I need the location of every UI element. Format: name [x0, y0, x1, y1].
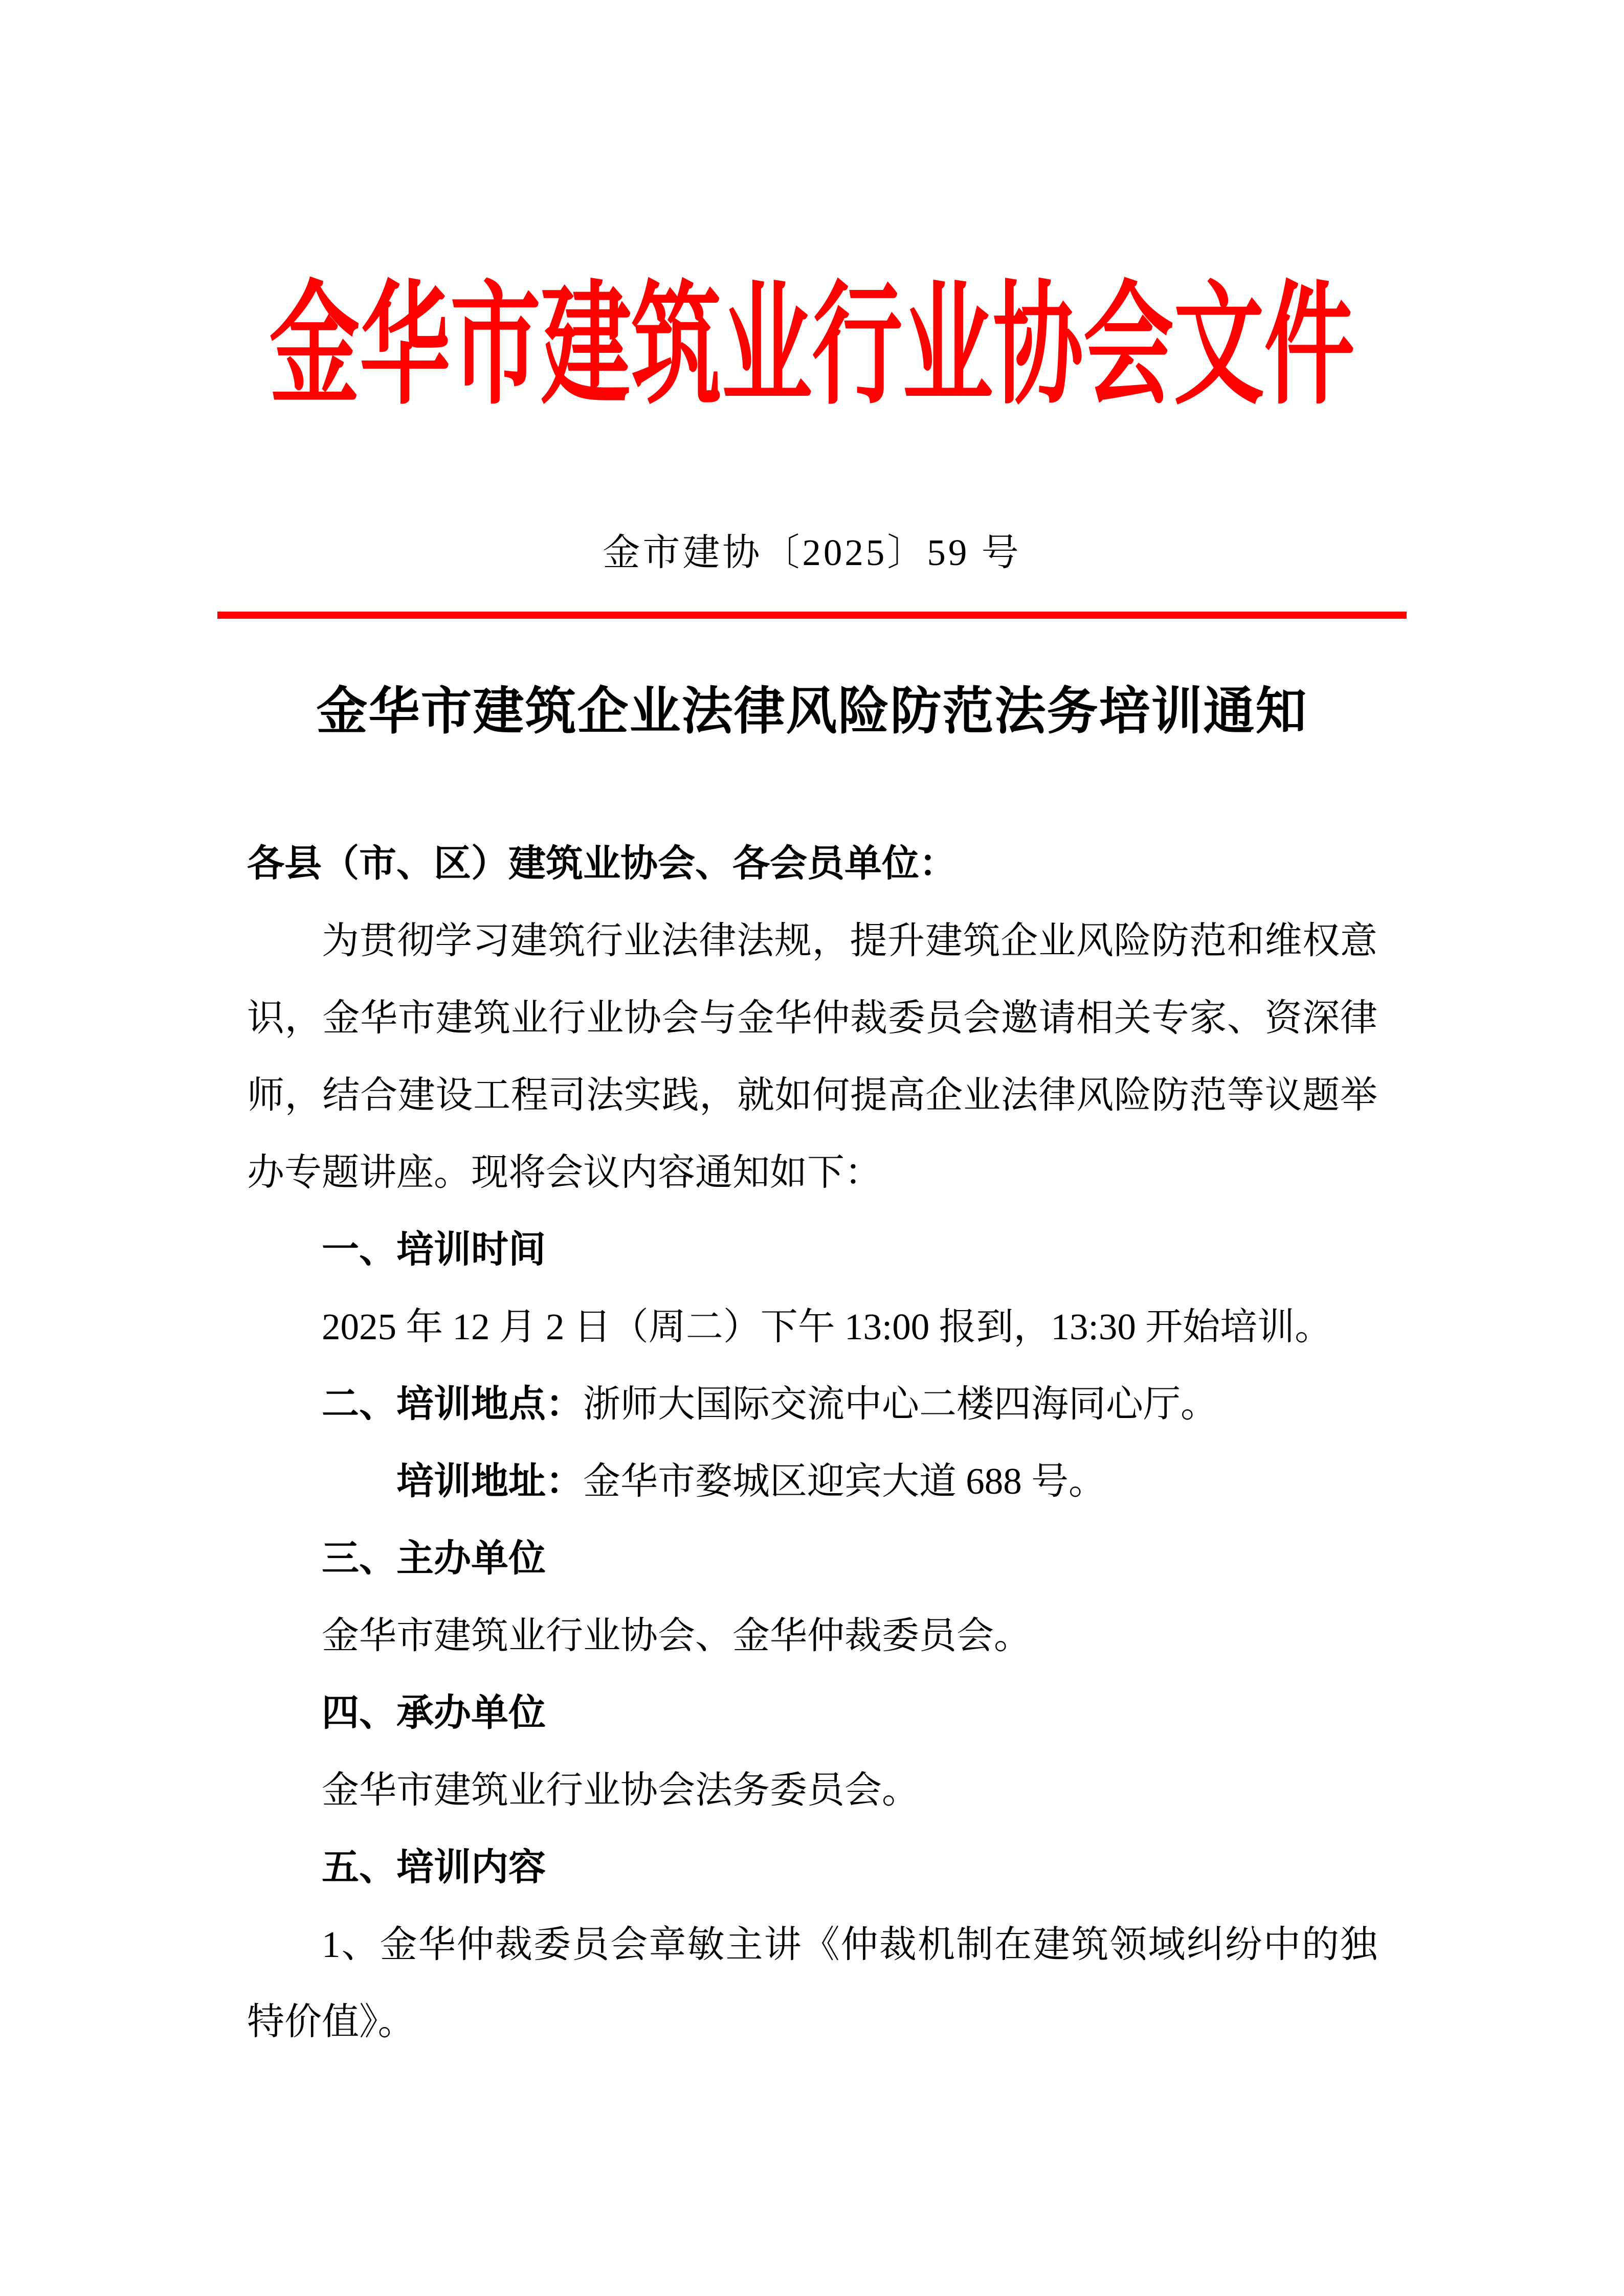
para1-line1: 为贯彻学习建筑行业法律法规，提升建筑企业风险防范和维权意 — [322, 920, 1377, 961]
salutation-line: 各县（市、区）建筑业协会、各会员单位： — [247, 843, 956, 884]
doc-number: 金市建协〔2025〕59 号 — [603, 532, 1021, 573]
section-3-heading: 三、主办单位 — [322, 1538, 546, 1579]
para1-line4: 办专题讲座。现将会议内容通知如下： — [247, 1152, 882, 1193]
section-2-address-line — [247, 1443, 1377, 1520]
org-header-title: 金华市建筑业行业协会文件 — [269, 273, 1355, 420]
section-5-heading: 五、培训内容 — [322, 1847, 546, 1888]
section-1-text: 2025 年 12 月 2 日（周二）下午 13:00 报到，13:30 开始培训。 — [322, 1306, 1332, 1347]
section-2-label: 二、培训地点： — [322, 1383, 583, 1425]
section-2-address-text: 金华市婺城区迎宾大道 688 号。 — [583, 1460, 1106, 1502]
doc-title: 金华市建筑企业法律风险防范法务培训通知 — [316, 683, 1308, 740]
section-2-text: 浙师大国际交流中心二楼四海同心厅。 — [583, 1383, 1218, 1425]
section-4-text: 金华市建筑业行业协会法务委员会。 — [322, 1769, 919, 1811]
red-separator-line — [217, 612, 1407, 619]
section-2-line — [247, 1365, 1377, 1443]
section-5-item1-line2: 特价值》。 — [247, 2001, 415, 2042]
section-3-text: 金华市建筑业行业协会、金华仲裁委员会。 — [322, 1615, 1031, 1656]
doc-body — [247, 825, 1377, 2060]
section-1-heading: 一、培训时间 — [322, 1229, 546, 1270]
section-5-item1-line1: 1、金华仲裁委员会章敏主讲《仲裁机制在建筑领域纠纷中的独 — [322, 1924, 1377, 1965]
section-4-heading: 四、承办单位 — [322, 1692, 546, 1734]
para1-line3: 师，结合建设工程司法实践，就如何提高企业法律风险防范等议题举 — [247, 1074, 1377, 1116]
para1-line2: 识，金华市建筑业行业协会与金华仲裁委员会邀请相关专家、资深律 — [247, 997, 1377, 1039]
section-2-address-label: 培训地址： — [396, 1460, 583, 1502]
